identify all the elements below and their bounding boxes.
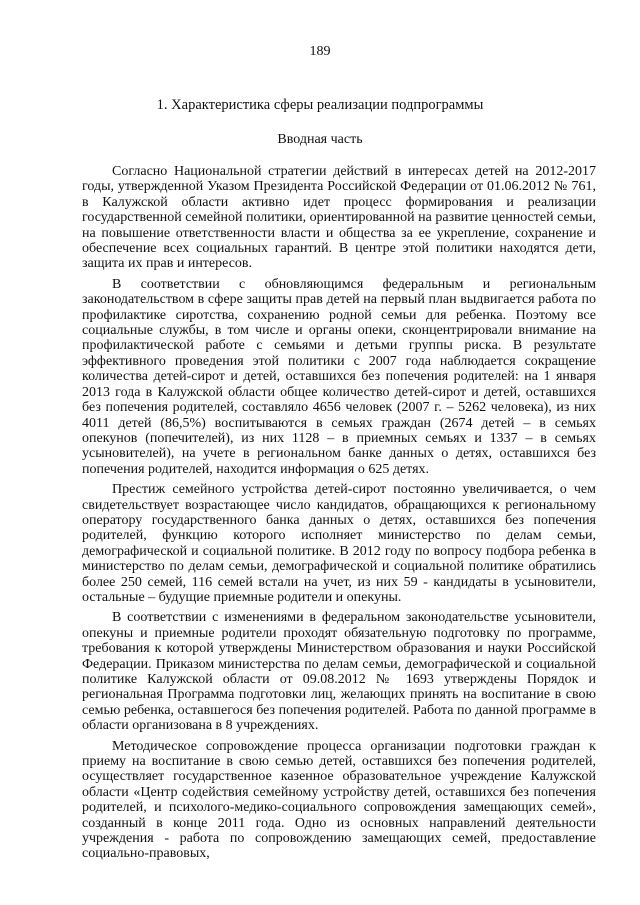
paragraph-4: В соответствии с изменениями в федеральном законодательстве усыновители, опекуны и приемные родители проходят обязательную подготовку по программе, требования к которой утверждены Министерством образования и науки Российской Федерации. Приказом министерства по делам семьи, демографической и социальной политике Калужской области от 09.08.2012 № 1693 утверждены Порядок и региональная Программа подготовки лиц, желающих принять на воспитание в свою семью ребенка, оставшегося без попечения родителей. Работа по данной программе в области организована в 8 учреждениях. [82,610,596,734]
page-number: 189 [309,44,331,59]
document-body [82,164,596,867]
paragraph-5: Методическое сопровождение процесса организации подготовки граждан к приему на воспитание в свою семью детей, оставшихся без попечения родителей, осуществляет государственное казенное образовательное учреждение Калужской области «Центр содействия семейному устройству детей, оставшихся без попечения родителей, и психолого-медико-социального сопровождения замещающих семей», созданный в конце 2011 года. Одно из основных направлений деятельности учреждения - работа по сопровождению замещающих семей, предоставление социально-правовых, [82,738,596,862]
section-subheading: Вводная часть [277,132,363,147]
paragraph-1: Согласно Национальной стратегии действий в интересах детей на 2012-2017 годы, утвержденной Указом Президента Российской Федерации от 01.06.2012 № 761, в Калужской области активно идет процесс формирования и реализации государственной семейной политики, ориентированной на развитие ценностей семьи, на повышение ответственности власти и общества за ее укрепление, сохранение и обеспечение всех социальных гарантий. В центре этой политики находятся дети, защита их прав и интересов. [82,164,596,272]
section-heading: 1. Характеристика сферы реализации подпрограммы [156,97,484,113]
paragraph-2: В соответствии с обновляющимся федеральным и региональным законодательством в сфере защиты прав детей на первый план выдвигается работа по профилактике сиротства, сохранению родной семьи для ребенка. Поэтому все социальные службы, в том числе и органы опеки, сконцентрировали внимание на профилактической работе с семьями и детьми группы риска. В результате эффективного проведения этой политики с 2007 года наблюдается сокращение количества детей-сирот и детей, оставшихся без попечения родителей: на 1 января 2013 года в Калужской области общее количество детей-сирот и детей, оставшихся без попечения родителей, составляло 4656 человек (2007 г. – 5262 человека), из них 4011 детей (86,5%) воспитываются в семьях граждан (2674 детей – в семьях опекунов (попечителей), из них 1128 – в приемных семьях и 1337 – в семьях усыновителей), на учете в региональном банке данных о детях, оставшихся без попечения родителей, находится информация о 625 детях. [82,276,596,477]
paragraph-3: Престиж семейного устройства детей-сирот постоянно увеличивается, о чем свидетельствует возрастающее число кандидатов, обращающихся к региональному оператору государственного банка данных о детях, оставшихся без попечения родителей, функцию которого исполняет министерство по делам семьи, демографической и социальной политике. В 2012 году по вопросу подбора ребенка в министерство по делам семьи, демографической и социальной политике обратились более 250 семей, 116 семей встали на учет, из них 59 - кандидаты в усыновители, остальные – будущие приемные родители и опекуны. [82,482,596,605]
